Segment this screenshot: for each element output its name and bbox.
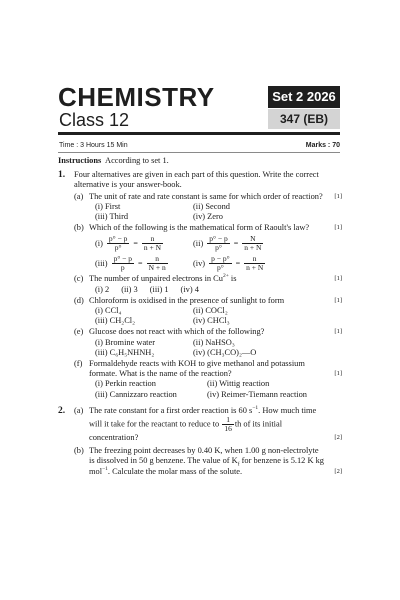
option: (ii) 3 (121, 284, 138, 294)
formula-option (95, 235, 193, 252)
numerator: N (242, 235, 263, 244)
option: (i) Bromine water (95, 337, 155, 347)
subquestion-text: Which of the following is the mathematical form of Raoult's law? (89, 223, 310, 233)
denominator: n + N (244, 243, 262, 253)
option: (iv) (CH₃CO)₂—O (193, 347, 257, 357)
set-badge: Set 2 2026 (268, 86, 340, 108)
numerator: p − p° (211, 254, 230, 264)
subquestion-1a (74, 192, 342, 202)
denominator: p° (114, 243, 122, 253)
header-rule (58, 132, 340, 135)
options-1b (74, 235, 342, 272)
options-1f (74, 379, 342, 399)
option: (iii) Cannizzaro reaction (95, 389, 177, 399)
subquestion-text: Glucose does not react with which of the following? (89, 327, 265, 337)
options-1d (74, 306, 342, 326)
fraction (207, 235, 229, 252)
fraction (242, 235, 263, 252)
formula-option (193, 235, 313, 252)
formula-option (95, 255, 193, 272)
instructions-label: Instructions (58, 156, 102, 165)
question-number: 2. (58, 405, 66, 416)
numerator: p° − p (209, 234, 228, 244)
meta-rule (58, 152, 340, 153)
denominator: p (120, 263, 125, 273)
option: (iv) CHCl₃ (193, 316, 230, 326)
subquestion-label: (a) (74, 405, 84, 415)
superscript: −1 (102, 465, 108, 472)
numerator: n (147, 255, 168, 264)
fraction (107, 235, 129, 252)
denominator: n + N (143, 243, 162, 253)
marks-tag: [1] (334, 370, 342, 378)
subquestion-label: (a) (74, 191, 84, 201)
equals-sign: = (133, 238, 138, 248)
option: (i) 2 (95, 284, 110, 294)
denominator: 16 (224, 424, 232, 434)
subquestion-text: The freezing point decreases by 0.40 K, when 1.00 g non-electrolyte is dissolved in 50 g benzene. The value of K (89, 446, 319, 466)
subscript: f (237, 462, 240, 469)
options-1c (74, 285, 342, 295)
class-label: Class 12 (59, 110, 130, 130)
subquestion-text-end: . Calculate the molar mass of the solute. (107, 466, 243, 476)
option: (ii) COCl₂ (193, 306, 228, 316)
subquestion-label: (e) (74, 327, 84, 337)
options-1e (74, 338, 342, 358)
marks-tag: [1] (334, 192, 342, 200)
subquestion-label: (d) (74, 295, 84, 305)
fraction (244, 255, 265, 272)
option: (iii) C₆H₅NHNH₂ (95, 347, 155, 357)
fraction (222, 416, 234, 433)
marks-tag: [1] (334, 296, 342, 304)
subquestion-text: The unit of rate and rate constant is same for which order of reaction? (89, 191, 323, 201)
option: (iv) Reimer-Tiemann reaction (207, 389, 307, 399)
fraction (112, 255, 134, 272)
marks-tag: [1] (334, 328, 342, 336)
marks-label: Marks : 70 (305, 142, 340, 149)
subquestion-1b (74, 223, 342, 233)
option: (iv) Zero (193, 212, 223, 222)
superscript: 2+ (222, 273, 229, 280)
question-number: 1. (58, 170, 66, 181)
numerator: 1 (222, 416, 234, 425)
subquestion-text: The number of unpaired electrons in Cu (89, 274, 223, 284)
option: (i) Perkin reaction (95, 379, 156, 389)
subquestion-1e (74, 327, 342, 337)
time-label: Time : 3 Hours 15 Min (59, 142, 128, 149)
option: (i) CCl₄ (95, 306, 122, 316)
denominator: p° (215, 243, 222, 253)
instructions (58, 156, 342, 166)
option-label: (ii) (193, 238, 204, 248)
fraction (147, 255, 168, 272)
option: (ii) Second (193, 201, 230, 211)
numerator: n (244, 255, 265, 264)
subquestion-1f (74, 359, 342, 379)
subquestion-text-mid: . How much time will it take for the reactant to reduce to (89, 405, 317, 429)
marks-tag: [1] (334, 224, 342, 232)
numerator: p° − p (113, 254, 133, 264)
subquestion-text-mid: for benzene is 5.12 K kg mol (89, 456, 324, 476)
subquestion-text-end: th of its initial concentration? (89, 419, 283, 443)
marks-tag: [1] (334, 275, 342, 283)
numerator: n (142, 235, 163, 244)
question-2 (58, 406, 342, 477)
option-label: (iii) (95, 258, 108, 268)
equals-sign: = (138, 258, 143, 268)
denominator: n + N (246, 263, 264, 273)
fraction (209, 255, 231, 272)
option-label: (iv) (193, 258, 206, 268)
option: (iv) 4 (180, 284, 199, 294)
option: (iii) CH₂Cl₂ (95, 316, 136, 326)
paper-code-badge: 347 (EB) (268, 109, 340, 129)
option: (iii) 1 (149, 284, 169, 294)
subquestion-text: The rate constant for a first order reaction is 60 s (89, 405, 253, 415)
question-content (58, 156, 342, 477)
option-label: (i) (95, 238, 103, 248)
subquestion-text: Chloroform is oxidised in the presence of sunlight to form (89, 295, 285, 305)
subquestion-2a (74, 406, 342, 443)
option: (iii) Third (95, 212, 129, 222)
equals-sign: = (235, 258, 241, 268)
subject-title: CHEMISTRY (58, 82, 215, 112)
superscript: −1 (252, 405, 259, 412)
options-1a (74, 202, 342, 222)
denominator: N + n (148, 263, 166, 273)
subquestion-label: (c) (74, 274, 84, 284)
formula-option (193, 255, 313, 272)
instructions-text: According to set 1. (105, 156, 169, 165)
equals-sign: = (233, 238, 239, 248)
question-1 (58, 170, 342, 400)
subquestion-2b (74, 446, 342, 477)
denominator: p° (216, 263, 224, 273)
numerator: p° − p (108, 234, 128, 244)
option: (ii) Wittig reaction (207, 379, 270, 389)
subquestion-text: Formaldehyde reacts with KOH to give methanol and potassium formate. What is the name of the reaction? (89, 359, 305, 379)
question-stem: Four alternatives are given in each part of this question. Write the correct alternative is your answer-book. (74, 170, 319, 190)
marks-tag: [2] (334, 434, 342, 442)
subquestion-label: (b) (74, 446, 84, 456)
option: (i) First (95, 201, 121, 211)
option: (ii) NaHSO₃ (193, 337, 235, 347)
marks-tag: [2] (334, 467, 342, 475)
subquestion-label: (f) (74, 359, 83, 369)
subquestion-1c (74, 274, 342, 284)
fraction (142, 235, 163, 252)
subquestion-text-end: is (228, 274, 237, 284)
subquestion-label: (b) (74, 223, 84, 233)
subquestion-1d (74, 296, 342, 306)
